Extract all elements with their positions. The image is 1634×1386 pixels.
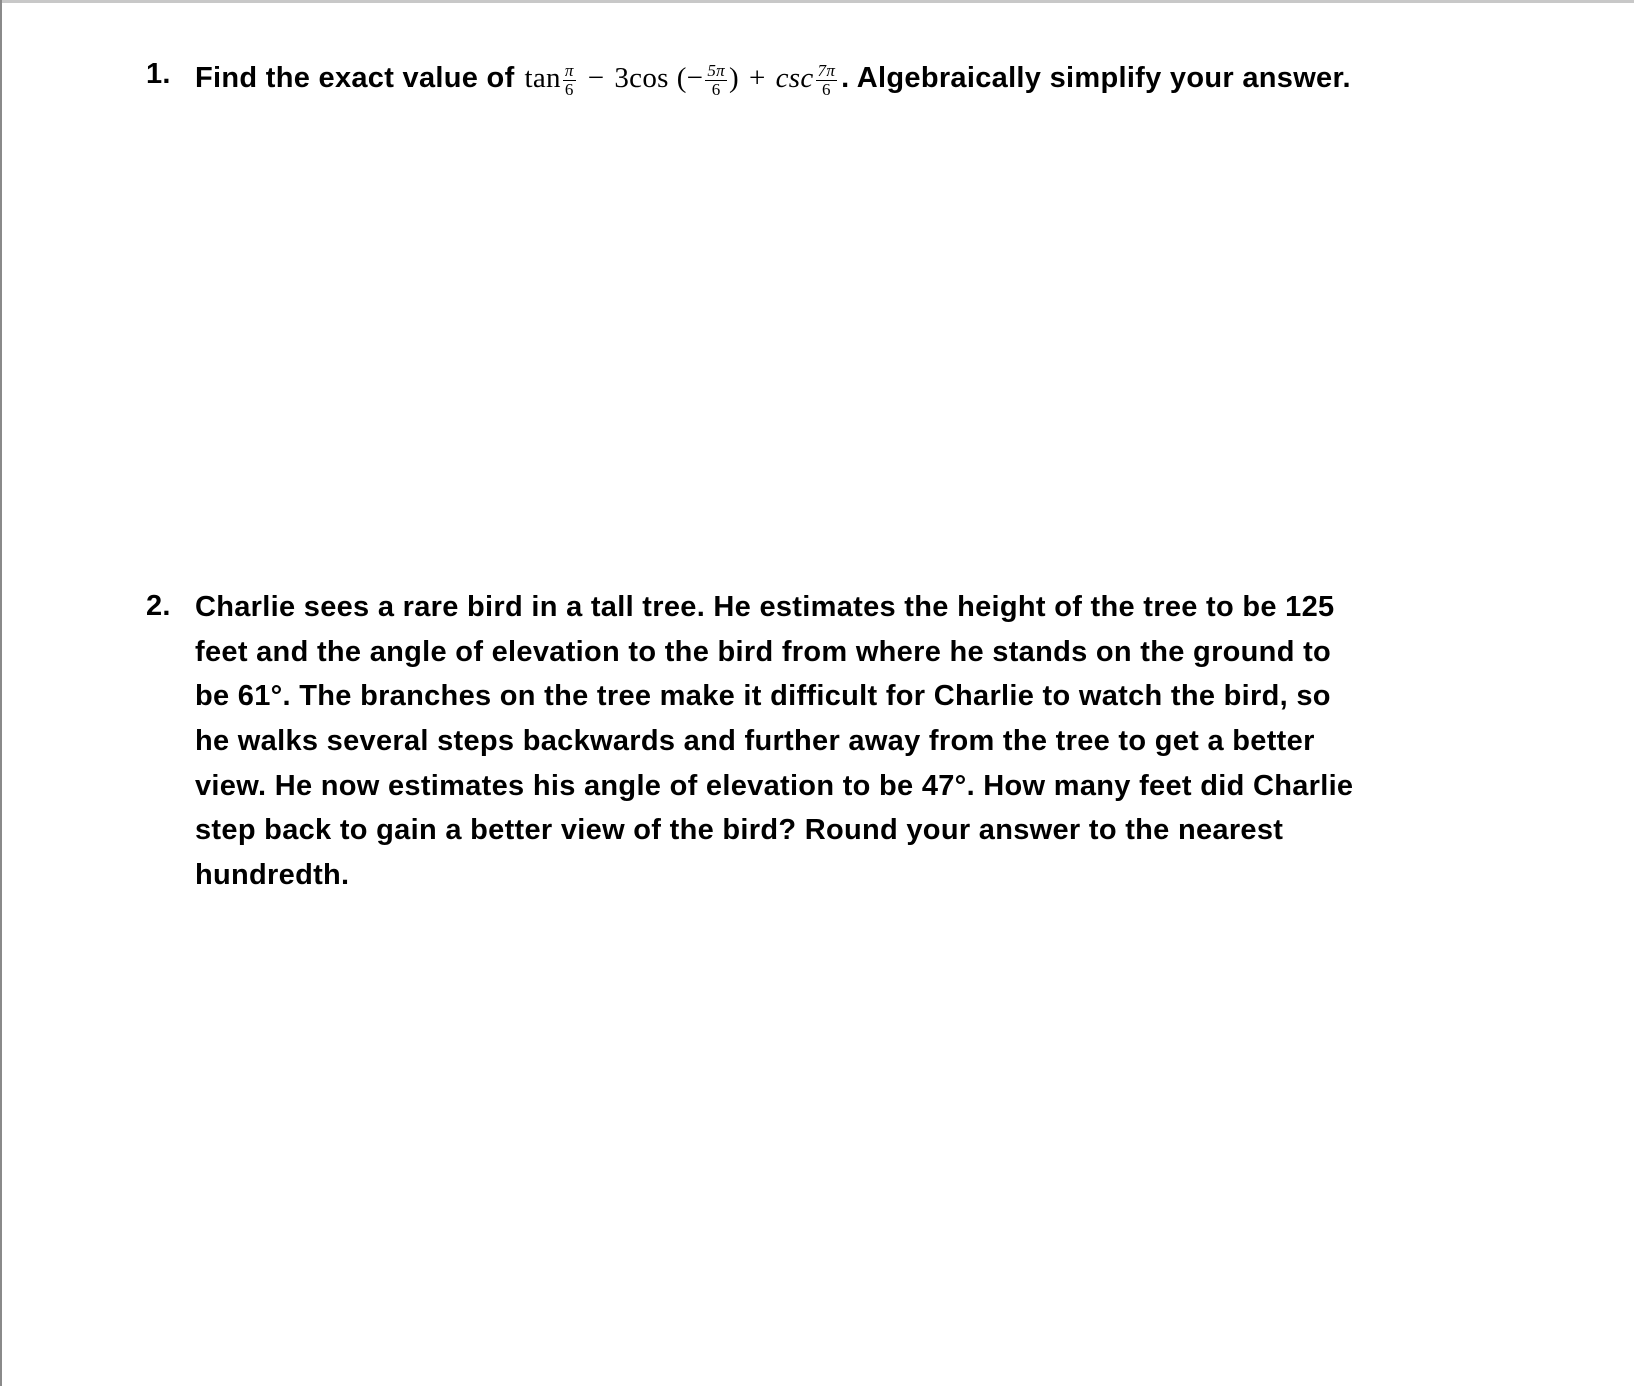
fraction-numerator: 5π xyxy=(707,60,725,80)
fraction-denominator: 6 xyxy=(711,79,721,99)
csc-function: csc xyxy=(775,61,814,94)
tan-function: tan xyxy=(524,61,561,94)
csc-term xyxy=(776,60,840,97)
page-top-border xyxy=(0,0,1634,3)
question-2-line: he walks several steps backwards and further away from the tree to get a better xyxy=(195,725,1315,758)
question-2-line: hundredth. xyxy=(195,859,350,892)
question-2 xyxy=(146,590,1546,910)
question-2-line: feet and the angle of elevation to the bird from where he stands on the ground to xyxy=(195,635,1332,668)
cos-function: 3cos xyxy=(614,61,669,94)
question-1 xyxy=(146,58,1586,128)
question-2-line: Charlie sees a rare bird in a tall tree. He estimates the height of the tree to be 125 xyxy=(195,591,1335,623)
7pi-over-6-fraction xyxy=(816,62,838,99)
question-2-body xyxy=(195,590,1535,903)
tan-term xyxy=(525,60,578,97)
question-number: 1. xyxy=(146,58,171,90)
close-paren: ) xyxy=(728,61,739,94)
question-2-line: view. He now estimates his angle of elevation to be 47°. How many feet did Charlie xyxy=(195,769,1354,802)
fraction-denominator: 6 xyxy=(821,79,831,99)
fraction-denominator: 6 xyxy=(564,79,574,99)
pi-over-6-fraction xyxy=(563,62,576,99)
plus-operator: + xyxy=(748,61,766,94)
fraction-numerator: π xyxy=(564,60,574,80)
question-1-prefix: Find the exact value of xyxy=(195,61,515,94)
question-2-line: step back to gain a better view of the bird? Round your answer to the nearest xyxy=(195,814,1284,847)
question-1-body xyxy=(195,58,1351,98)
5pi-over-6-fraction xyxy=(705,62,727,99)
fraction-numerator: 7π xyxy=(817,60,836,80)
open-paren: (− xyxy=(676,61,704,94)
question-1-suffix: . Algebraically simplify your answer. xyxy=(841,61,1351,94)
question-number: 2. xyxy=(146,590,171,622)
cos-term xyxy=(614,60,739,97)
page-left-border xyxy=(0,0,2,1386)
minus-operator: − xyxy=(587,61,605,94)
question-2-line: be 61°. The branches on the tree make it difficult for Charlie to watch the bird, so xyxy=(195,680,1331,713)
